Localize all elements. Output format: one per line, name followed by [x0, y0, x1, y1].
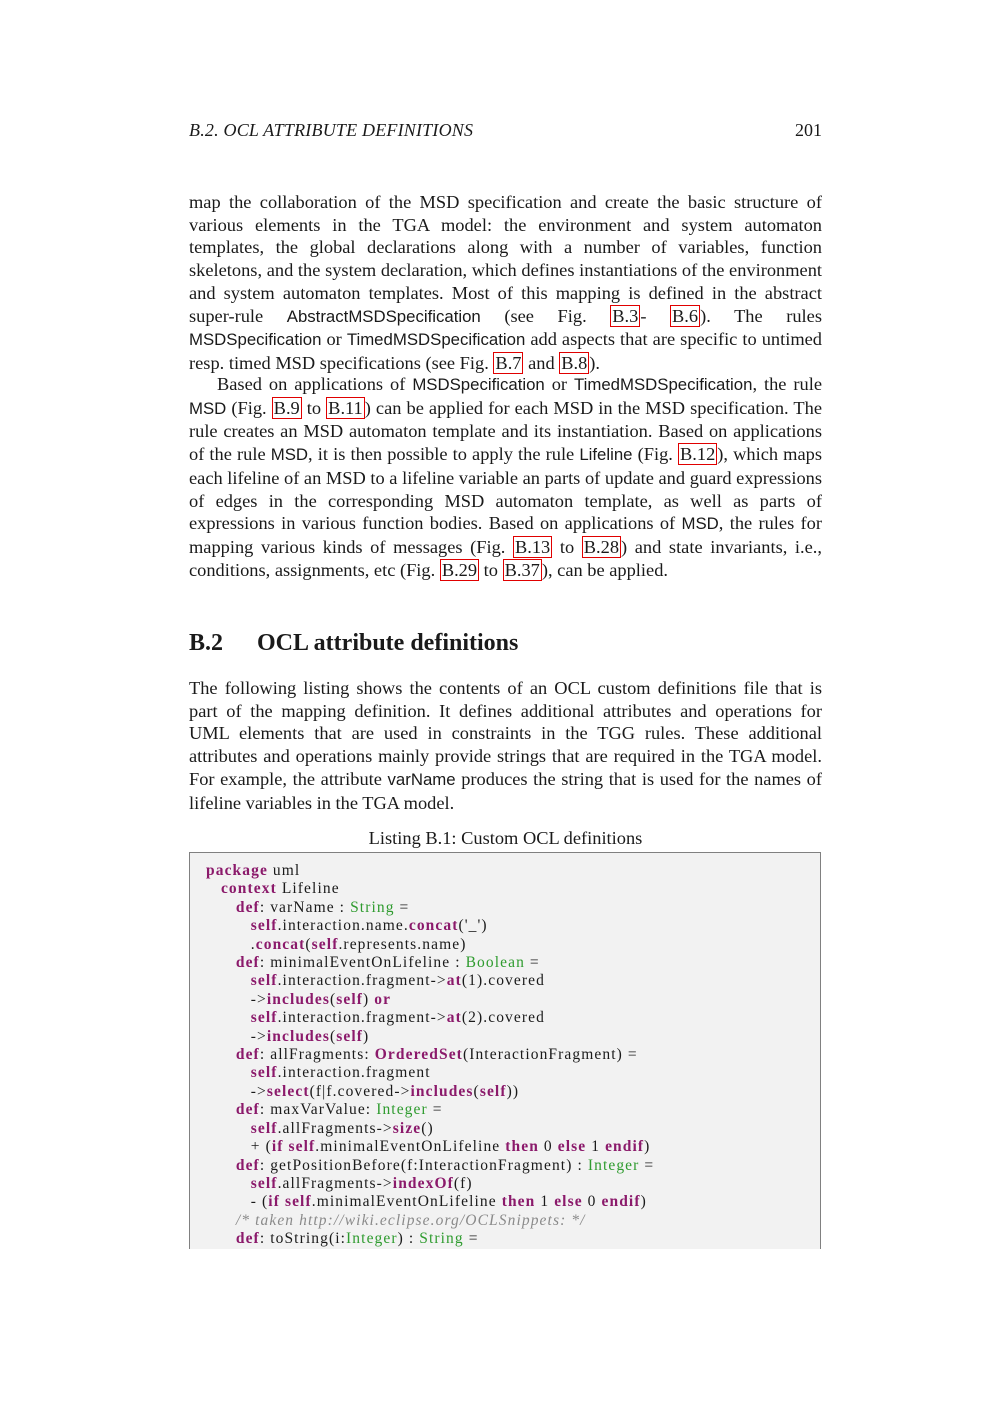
code-text: . — [206, 935, 256, 953]
figure-ref-link[interactable]: B.8 — [561, 352, 588, 373]
code-keyword: else — [557, 1138, 587, 1156]
figure-ref-link[interactable]: B.11 — [328, 397, 363, 418]
code-text: -> — [206, 990, 267, 1008]
code-line — [206, 1028, 654, 1046]
figure-ref-link[interactable]: B.29 — [441, 559, 478, 580]
code-keyword: else — [554, 1193, 583, 1211]
code-text: .minimalEventOnLifeline — [315, 1138, 506, 1156]
code-text — [206, 1064, 251, 1081]
code-type: Integer — [376, 1101, 428, 1119]
text: (Fig. — [632, 444, 679, 465]
running-header-title: B.2. OCL ATTRIBUTE DEFINITIONS — [189, 120, 474, 140]
code-keyword: if — [268, 1193, 280, 1211]
text: map the collaboration of the MSD specification and create the basic structure of various elements in the TGA model: the environment and system automaton templates, the global declarations along with a number of variables, function skeletons, and the system declaration, which defines instantiations of the environment and system automaton templates. Most of this mapping is defined in the abstract super-rule — [189, 192, 822, 326]
rule-name: MSDSpecification — [189, 330, 322, 350]
code-text: () — [421, 1119, 434, 1137]
code-keyword: concat — [255, 935, 306, 953]
code-text — [206, 1175, 251, 1192]
section-number: B.2 — [189, 630, 224, 656]
rule-name: AbstractMSDSpecification — [286, 306, 481, 326]
text: or — [544, 374, 574, 394]
text: ) can be applied for each MSD in the MSD specification. The rule creates an MSD automaton template and its instantiation. Based on applications of the rule — [189, 397, 822, 465]
code-text: : minimalEventOnLifeline : — [259, 954, 466, 972]
code-text: Lifeline — [276, 880, 340, 898]
code-keyword: self — [336, 1027, 364, 1045]
figure-ref-link[interactable]: B.3 — [612, 305, 639, 326]
code-keyword: includes — [266, 990, 330, 1008]
code-text — [206, 954, 236, 971]
code-block — [206, 862, 654, 1249]
code-line — [206, 991, 654, 1009]
rule-name: TimedMSDSpecification — [346, 330, 526, 350]
paragraph-3 — [189, 677, 822, 814]
code-text: : toString(i: — [259, 1230, 347, 1248]
code-text: = — [524, 954, 540, 972]
code-text: .interaction.name. — [277, 917, 409, 935]
code-text: = — [639, 1156, 655, 1174]
text: ) and state invariants, i.e., conditions, assignments, etc (Fig. — [189, 536, 822, 580]
code-text: + ( — [206, 1138, 272, 1156]
code-text: (2).covered — [461, 1009, 545, 1027]
code-line — [206, 1175, 654, 1193]
code-text: .represents.name) — [338, 935, 467, 953]
code-keyword: def — [235, 954, 260, 972]
code-line — [206, 972, 654, 990]
text: ). — [589, 352, 601, 373]
code-text: 0 — [582, 1193, 602, 1211]
text: The following listing shows the contents of an OCL custom definitions file that is part of the mapping definition. It defines additional attributes and operations for UML elements that are used in constraints in the TGG rules. These additional attributes and operations mainly provide strings that are required in the TGA model. For example, the attribute — [189, 678, 822, 789]
code-text: .allFragments-> — [277, 1119, 393, 1137]
code-text: .interaction.fragment-> — [277, 972, 447, 990]
text: (see Fig. — [480, 305, 611, 326]
code-text: (f|f.covered-> — [309, 1082, 411, 1100]
code-keyword: at — [446, 1009, 462, 1027]
code-keyword: size — [392, 1119, 422, 1137]
code-keyword: self — [479, 1082, 507, 1100]
code-keyword: self — [250, 1064, 278, 1082]
text: or — [321, 329, 347, 350]
code-text: 1 — [535, 1193, 555, 1211]
rule-name: MSD — [681, 514, 719, 534]
code-text: ) — [363, 1027, 370, 1045]
code-line — [206, 917, 654, 935]
code-text: ('_') — [458, 917, 488, 935]
code-type: Integer — [587, 1156, 640, 1174]
code-line — [206, 1212, 654, 1230]
code-keyword: includes — [266, 1027, 330, 1045]
code-text — [206, 1046, 236, 1063]
code-keyword: def — [235, 1230, 260, 1248]
code-text — [206, 1212, 236, 1229]
section-heading — [189, 630, 518, 657]
figure-ref-link[interactable]: B.9 — [273, 397, 300, 418]
code-text: : varName : — [259, 898, 351, 916]
code-text — [206, 1101, 236, 1118]
code-keyword: self — [336, 990, 364, 1008]
code-text: ( — [473, 1082, 480, 1100]
code-keyword: OrderedSet — [374, 1046, 463, 1064]
code-keyword: indexOf — [392, 1174, 454, 1192]
code-keyword: concat — [408, 917, 459, 935]
code-line — [206, 1193, 654, 1211]
code-line — [206, 1064, 654, 1082]
text: add aspects that are specific to untimed resp. timed MSD specifications (see Fig. — [189, 329, 822, 373]
code-type: String — [350, 898, 395, 916]
code-text: ( — [329, 1027, 337, 1045]
code-line — [206, 1120, 654, 1138]
code-keyword: at — [446, 972, 462, 990]
code-type: Integer — [346, 1230, 398, 1248]
code-text: .interaction.fragment-> — [277, 1009, 447, 1027]
code-keyword: self — [250, 972, 278, 990]
code-keyword: then — [501, 1193, 536, 1211]
code-text: : allFragments: — [259, 1046, 375, 1064]
code-text: uml — [267, 862, 301, 879]
text: (Fig. — [226, 397, 272, 418]
figure-ref-link[interactable]: B.13 — [514, 536, 551, 557]
code-text: ( — [329, 990, 337, 1008]
code-line — [206, 1138, 654, 1156]
code-keyword: self — [250, 1009, 278, 1027]
code-line — [206, 1157, 654, 1175]
code-text: .allFragments-> — [277, 1174, 393, 1192]
code-text: -> — [206, 1082, 267, 1100]
code-keyword: def — [235, 898, 260, 916]
code-keyword: context — [220, 880, 277, 898]
code-line — [206, 1009, 654, 1027]
code-type: Boolean — [465, 954, 525, 972]
code-text: -> — [206, 1027, 267, 1045]
code-keyword: select — [266, 1082, 310, 1100]
code-text: ( — [305, 935, 312, 953]
code-text: : maxVarValue: — [259, 1101, 377, 1119]
running-header — [189, 120, 822, 141]
code-text — [206, 972, 251, 989]
code-keyword: if — [271, 1138, 284, 1156]
text: produces the string that is used for the names of lifeline variables in the TGA model. — [189, 768, 822, 813]
code-keyword: def — [235, 1046, 260, 1064]
code-text — [206, 1157, 236, 1174]
section-title: OCL attribute definitions — [257, 630, 519, 656]
code-keyword: endif — [601, 1193, 641, 1211]
code-listing — [189, 852, 821, 1249]
code-line — [206, 1046, 654, 1064]
code-text: (1).covered — [461, 972, 545, 990]
code-text — [206, 917, 251, 934]
code-text: : getPositionBefore(f:InteractionFragment) : — [259, 1156, 588, 1174]
code-keyword: package — [206, 862, 268, 879]
code-text: .interaction.fragment — [277, 1064, 431, 1082]
code-text — [206, 1009, 251, 1026]
code-keyword: includes — [410, 1082, 474, 1100]
code-keyword: self — [311, 935, 339, 953]
code-text: 0 — [538, 1138, 558, 1156]
text: ), which maps each lifeline of an MSD to a lifeline variable an parts of update and guard expressions of edges in the corresponding MSD automaton template, as well as parts of expressions in various function bodies. Based on applications of — [189, 444, 822, 534]
text: Based on applications of — [217, 374, 413, 394]
code-line — [206, 862, 654, 880]
attribute-name: varName — [387, 769, 456, 789]
code-keyword: self — [284, 1193, 312, 1211]
code-text: = — [427, 1101, 443, 1119]
code-text — [206, 880, 221, 897]
paragraph-1 — [189, 191, 822, 375]
figure-ref-link[interactable]: B.37 — [504, 559, 540, 580]
rule-name: MSD — [189, 398, 227, 418]
rule-name: Lifeline — [579, 445, 633, 465]
code-text: .minimalEventOnLifeline — [311, 1193, 502, 1211]
figure-ref-link[interactable]: B.6 — [672, 305, 699, 326]
code-text: ) : — [397, 1230, 420, 1248]
code-text: )) — [506, 1082, 520, 1100]
code-line — [206, 1230, 654, 1248]
code-keyword: def — [235, 1156, 260, 1174]
paragraph-2 — [189, 373, 822, 581]
code-text: (InteractionFragment) = — [462, 1046, 638, 1064]
code-line — [206, 936, 654, 954]
page-number: 201 — [795, 120, 822, 140]
text: ), can be applied. — [541, 559, 668, 580]
text: to — [479, 559, 503, 580]
code-keyword: then — [505, 1138, 539, 1156]
code-comment: /* taken http://wiki.eclipse.org/OCLSnippets: */ — [235, 1211, 586, 1229]
code-keyword: or — [374, 990, 392, 1008]
code-line — [206, 880, 654, 898]
rule-name: MSD — [270, 445, 309, 465]
code-text: = — [463, 1230, 479, 1248]
rule-name: TimedMSDSpecification — [573, 375, 753, 394]
code-keyword: def — [235, 1101, 260, 1119]
text: , the rule — [752, 374, 822, 394]
code-text: (f) — [453, 1174, 473, 1192]
code-line — [206, 1083, 654, 1101]
text: - — [640, 305, 671, 326]
code-type: String — [419, 1230, 464, 1248]
code-line — [206, 899, 654, 917]
code-text: ) — [644, 1138, 651, 1156]
code-line — [206, 1101, 654, 1119]
text: , the rules for mapping various kinds of messages (Fig. — [189, 513, 822, 557]
figure-ref-link[interactable]: B.12 — [680, 444, 716, 465]
code-text: 1 — [586, 1138, 606, 1156]
code-keyword: self — [250, 917, 278, 935]
text: to — [552, 536, 582, 557]
code-text: = — [394, 898, 410, 916]
code-keyword: self — [288, 1138, 316, 1156]
text: , it is then possible to apply the rule — [308, 444, 580, 465]
code-text: - ( — [206, 1193, 269, 1211]
rule-name: MSDSpecification — [412, 375, 545, 394]
figure-ref-link[interactable]: B.7 — [495, 352, 522, 373]
listing-caption: Listing B.1: Custom OCL definitions — [368, 828, 643, 848]
text: ). The rules — [700, 305, 822, 326]
text: to — [301, 397, 327, 418]
code-text: ) — [363, 990, 375, 1008]
code-line — [206, 954, 654, 972]
code-text — [206, 1230, 236, 1247]
code-keyword: endif — [605, 1138, 645, 1156]
code-text — [206, 1120, 251, 1137]
code-text: ) — [640, 1193, 647, 1211]
code-keyword: self — [250, 1174, 278, 1192]
figure-ref-link[interactable]: B.28 — [583, 536, 620, 557]
code-text — [206, 899, 236, 916]
text: and — [523, 352, 560, 373]
code-keyword: self — [250, 1119, 278, 1137]
